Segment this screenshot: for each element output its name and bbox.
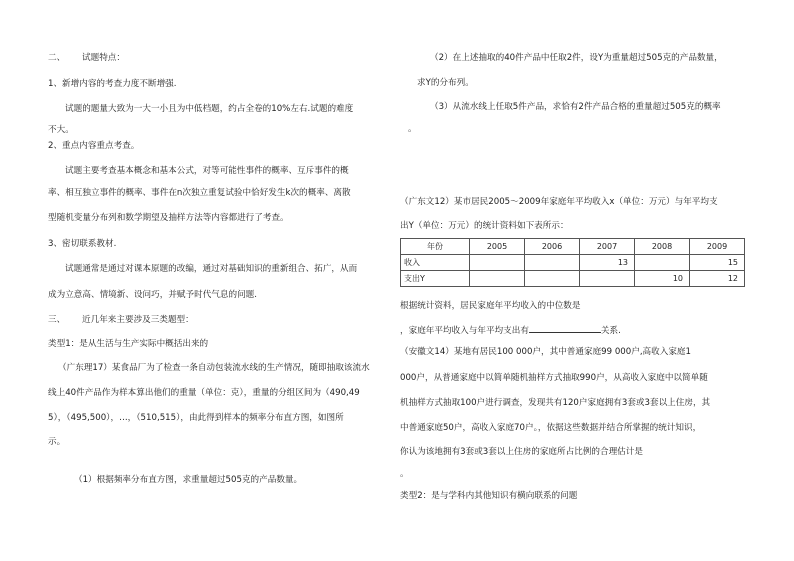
question-1-part-3-line: （3）从流水线上任取5件产品，求恰有2件产品合格的重量超过505克的概率 — [430, 102, 721, 112]
table-cell — [470, 255, 525, 271]
table-header-cell: 2005 — [470, 239, 525, 255]
table-row-label: 收入 — [401, 255, 470, 271]
section-3-title: 近几年来主要涉及三类题型： — [82, 315, 194, 325]
point-2-title: 2、重点内容重点考查。 — [48, 141, 140, 151]
answer-blank — [529, 324, 601, 333]
point-2-body-line: 试题主要考查基本概念和基本公式，对等可能性事件的概率、互斥事件的概 — [65, 166, 349, 176]
table-cell: 15 — [690, 255, 745, 271]
table-row — [401, 271, 745, 287]
question-1-line: 示。 — [48, 437, 66, 447]
table-cell — [525, 271, 580, 287]
question-3-line: 你认为该地拥有3套或3套以上住房的家庭所占比例的合理估计是 — [400, 447, 643, 457]
question-2-line — [400, 324, 621, 337]
question-3-line: 。 — [400, 469, 409, 479]
point-1-body-line: 不大。 — [48, 125, 74, 135]
table-header-cell: 年份 — [401, 239, 470, 255]
question-3-line: 机抽样方式抽取100户进行调查，发现共有120户家庭拥有3套或3套以上住房，其 — [400, 398, 711, 408]
question-1-line: （广东理17）某食品厂为了检查一条自动包装流水线的生产情况，随即抽取该流水 — [58, 363, 370, 373]
section-2-title: 试题特点： — [82, 53, 125, 63]
question-2-text: 关系. — [600, 326, 621, 336]
table-cell — [635, 255, 690, 271]
question-1-part-1: （1）根据频率分布直方图，求重量超过505克的产品数量。 — [74, 475, 303, 485]
table-row-label: 支出Y — [401, 271, 470, 287]
point-2-body-line: 率、相互独立事件的概率、事件在n次独立重复试验中恰好发生k次的概率、离散 — [48, 188, 351, 198]
type-2-heading: 类型2：是与学科内其他知识有横向联系的问题 — [400, 491, 578, 501]
point-1-title: 1、新增内容的考查力度不断增强. — [48, 79, 177, 89]
question-1-part-2-line: （2）在上述抽取的40件产品中任取2件，设Y为重量超过505克的产品数量， — [430, 53, 723, 63]
question-1-part-3-line: 。 — [408, 124, 417, 134]
type-1-heading: 类型1：是从生活与生产实际中概括出来的 — [48, 339, 209, 349]
question-3-line: 中普通家庭50户，高收入家庭70户。，依据这些数据并结合所掌握的统计知识， — [400, 423, 702, 433]
question-3-line: 000户，从普通家庭中以简单随机抽样方式抽取990户，从高收入家庭中以简单随 — [400, 373, 708, 383]
point-3-body-line: 试题通常是通过对课本原题的改编，通过对基础知识的重新组合、拓广，从而 — [65, 264, 358, 274]
table-cell — [470, 271, 525, 287]
point-3-body-line: 成为立意高、情境新、设问巧，并赋予时代气息的问题. — [48, 290, 257, 300]
table-header-cell: 2008 — [635, 239, 690, 255]
question-2-line: 出Y（单位：万元）的统计资料如下表所示： — [400, 221, 569, 231]
table-cell: 13 — [580, 255, 635, 271]
question-2-line: （广东文12）某市居民2005～2009年家庭年平均收入x（单位：万元）与年平均支 — [400, 197, 718, 207]
question-3-line: （安徽文14）某地有居民100 000户，其中普通家庭99 000户,高收入家庭1 — [400, 347, 691, 357]
table-cell — [525, 255, 580, 271]
question-1-part-2-line: 求Y的分布列。 — [417, 78, 474, 88]
question-1-line: 线上40件产品作为样本算出他们的重量（单位：克），重量的分组区间为（490,49 — [48, 388, 360, 398]
point-2-body-line: 型随机变量分布列和数学期望及抽样方法等内容都进行了考查。 — [48, 213, 289, 223]
table-cell: 10 — [635, 271, 690, 287]
point-3-title: 3、密切联系教材. — [48, 239, 117, 249]
table-cell: 12 — [690, 271, 745, 287]
table-header-cell: 2007 — [580, 239, 635, 255]
table-row — [401, 255, 745, 271]
question-2-line: 根据统计资料，居民家庭年平均收入的中位数是 — [400, 301, 581, 311]
table-header-cell: 2009 — [690, 239, 745, 255]
question-1-line: 5），（495,500），…，（510,515），由此得到样本的频率分布直方图，如图所 — [48, 413, 344, 423]
statistics-table — [400, 238, 745, 287]
section-3-number: 三、 — [48, 315, 66, 325]
question-2-text: ，家庭年平均收入与年平均支出有 — [400, 326, 529, 336]
section-2-number: 二、 — [48, 53, 66, 63]
table-header-cell: 2006 — [525, 239, 580, 255]
table-header-row — [401, 239, 745, 255]
point-1-body-line: 试题的题量大致为一大一小且为中低档题，约占全卷的10%左右.试题的难度 — [65, 104, 354, 114]
table-cell — [580, 271, 635, 287]
